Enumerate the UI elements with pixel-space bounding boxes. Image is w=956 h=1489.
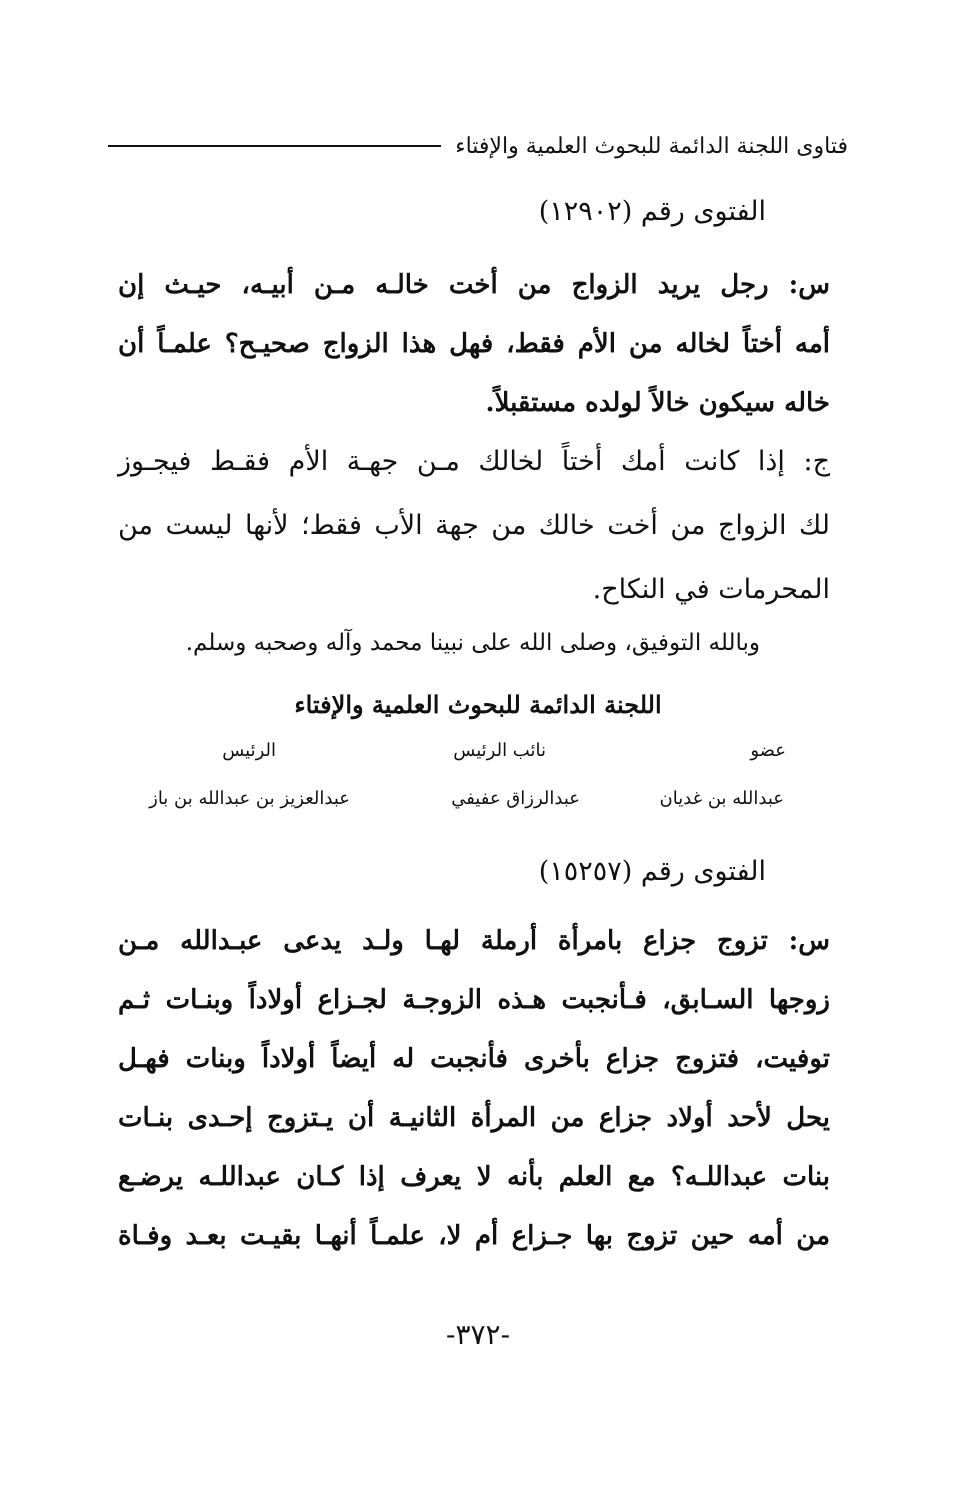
fatwa-2-title: الفتوى رقم (١٥٢٥٧) (538, 856, 766, 887)
role-vice-chairman: نائب الرئيس (453, 740, 546, 761)
fatwa-1-question-line: س: رجل يريد الزواج من أخت خالـه مـن أبيـه، حيـث إن (118, 270, 830, 300)
fatwa-1-answer-line: ج: إذا كانت أمك أختاً لخالك مـن جهـة الأم فقـط فيجـوز (118, 446, 830, 477)
fatwa-1-question (118, 256, 830, 433)
fatwa-2-question-line: س: تزوج جزاع بامرأة أرملة لهـا ولـد يدعى عبـدالله مـن (118, 926, 830, 956)
fatwa-1-answer (118, 430, 830, 622)
fatwa-1-title: الفتوى رقم (١٢٩٠٢) (538, 196, 766, 227)
fatwa-2-question-line: بنات عبداللـه؟ مع العلم بأنه لا يعرف إذا كـان عبداللـه يرضـع (118, 1162, 830, 1192)
fatwa-1-question-line: خاله سيكون خالاً لولده مستقبلاً. (485, 388, 830, 418)
fatwa-1-closing: وبالله التوفيق، وصلى الله على نبينا محمد وآله وصحبه وسلم. (185, 630, 760, 656)
fatwa-2-question-line: توفيت، فتزوج جزاع بأخرى فأنجبت له أيضاً أولاداً وبنات فهـل (118, 1044, 830, 1074)
fatwa-1-answer-line: المحرمات في النكاح. (592, 574, 830, 605)
fatwa-1-question-line: أمه أختاً لخاله من الأم فقط، فهل هذا الزواج صحيـح؟ علمـاً أن (118, 329, 830, 359)
fatwa-1-answer-line: لك الزواج من أخت خالك من جهة الأب فقط؛ لأنها ليست من (118, 510, 830, 541)
fatwa-2-question-line: زوجها السـابق، فـأنجبت هـذه الزوجـة لجـزاع أولاداً وبنـات ثـم (118, 985, 830, 1015)
fatwa-2-question (118, 912, 830, 1266)
name-chairman: عبدالعزيز بن عبدالله بن باز (149, 788, 350, 809)
running-header (108, 128, 848, 164)
fatwa-2-question-line: يحل لأحد أولاد جزاع من المرأة الثانيـة أن يـتزوج إحـدى بنـات (118, 1103, 830, 1133)
name-member: عبدالله بن غديان (659, 788, 784, 809)
role-member: عضو (750, 740, 786, 761)
page-number: -٣٧٢- (445, 1318, 511, 1351)
fatwa-2-question-line: من أمه حين تزوج بها جـزاع أم لا، علمـاً أنهـا بقيـت بعـد وفـاة (118, 1221, 830, 1251)
role-chairman: الرئيس (222, 740, 276, 761)
name-vice-chairman: عبدالرزاق عفيفي (451, 788, 580, 809)
running-header-title: فتاوى اللجنة الدائمة للبحوث العلمية والإفتاء (455, 133, 848, 159)
committee-name: اللجنة الدائمة للبحوث العلمية والإفتاء (294, 690, 662, 719)
header-rule (108, 145, 441, 147)
